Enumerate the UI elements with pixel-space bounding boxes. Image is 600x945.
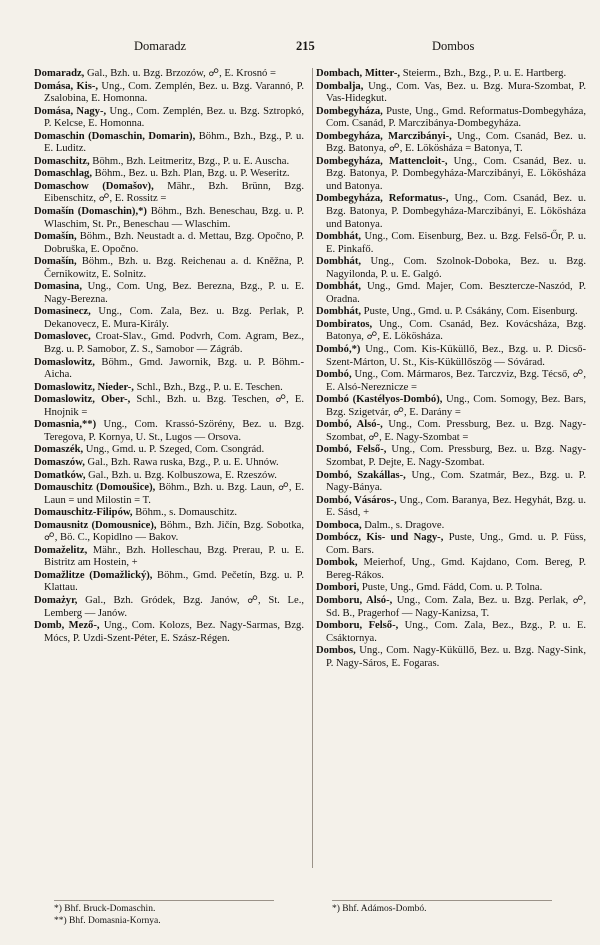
entry-details: Böhm., Bzh. Beneschau, Bzg. u. P. Wlaschim, St. Pr., Beneschau — Wlaschim. (44, 206, 304, 230)
entry-headword: Domboru, Felső-, (316, 620, 399, 632)
entry-details: Steierm., Bzh., Bzg., P. u. E. Hartberg. (400, 68, 567, 79)
gazetteer-entry (34, 482, 304, 507)
entry-headword: Dombok, (316, 557, 358, 569)
entry-details: Ung., Com. Mármaros, Bez. Tarczviz, Bzg. Técső, ☍, E. Alsó-Nereznicze = (326, 369, 586, 393)
gazetteer-entry (34, 357, 304, 382)
gazetteer-entry (34, 620, 304, 645)
entry-details: Ung., Com. Kolozs, Bez. Nagy-Sarmas, Bzg. Mócs, P. Uzdi-Szent-Péter, E. Szász-Régen. (44, 620, 304, 644)
entry-headword: Dombhát, (316, 306, 362, 318)
entry-headword: Domaslowitz, (34, 356, 95, 368)
gazetteer-entry (34, 444, 304, 457)
gazetteer-entry (316, 156, 586, 194)
footnotes-left (54, 900, 274, 927)
gazetteer-entry (316, 394, 586, 419)
entry-details: Mähr., Bzh. Holleschau, Bzg. Prerau, P. u. E. Bistritz am Hostein, + (44, 544, 304, 569)
entry-details: Ung., Com. Szolnok-Doboka, Bez. u. Bzg. Nagyilonda, P. u. E. Galgó. (326, 256, 586, 280)
entry-headword: Dombiratos, (316, 318, 373, 330)
entry-headword: Dombos, (316, 645, 356, 657)
entry-headword: Dombó, Szakállas-, (316, 469, 406, 481)
gazetteer-entry (316, 193, 586, 231)
entry-details: Böhm., Gmd. Pečetín, Bzg. u. P. Klattau. (44, 569, 304, 594)
gazetteer-entry (316, 419, 586, 444)
entry-details: Ung., Com. Csanád, Bez. u. Bzg. Batonya, P. Dombegyháza-Marczibányi, E. Lökösháza und Batonya. (326, 193, 586, 230)
gazetteer-entry (316, 520, 586, 533)
gazetteer-entry (316, 256, 586, 281)
entry-headword: Dombó (Kastélyos-Dombó), (316, 394, 443, 406)
entry-headword: Domaszów, (34, 456, 85, 468)
entry-headword: Domboru, Alsó-, (316, 594, 393, 606)
entry-details: Ung., Gmd. Majer, Com. Beszterczе-Naszód, P. Oradna. (326, 281, 586, 305)
entry-details: Puste, Ung., Gmd. Fádd, Com. u. P. Tolna. (359, 582, 543, 594)
entry-details: Ung., Com. Csanád, Bez. u. Bzg. Batonya, P. Dombegyháza-Marczibányi, E. Lökösháza und Batonya. (326, 155, 586, 192)
entry-headword: Dombhát, (316, 256, 362, 268)
gazetteer-entry (34, 382, 304, 395)
entry-headword: Dombegyháza, Marczibányi-, (316, 130, 452, 142)
gazetteer-entry (316, 444, 586, 469)
gazetteer-entry (34, 81, 304, 106)
entry-details: Ung., Com. Csanád, Bez. u. Bzg. Batonya, ☍, E. Lökösháza = Batonya, T. (326, 130, 586, 155)
entry-headword: Domaradz, (34, 68, 85, 79)
entry-details: Ung., Com. Pressburg, Bez. u. Bzg. Nagy-Szombat, ☍, E. Nagy-Szombat = (326, 419, 586, 443)
entry-headword: Dombó, Alsó-, (316, 419, 383, 431)
entry-headword: Domausnitz (Domousnice), (34, 519, 157, 531)
gazetteer-entry (316, 582, 586, 595)
footnote: *) Bhf. Adámos-Dombó. (332, 904, 427, 914)
entry-headword: Domása, Kis-, (34, 80, 98, 92)
entry-details: Böhm., Bzh. u. Bzg. Laun, ☍, E. Laun = und Milostin = T. (44, 482, 304, 506)
footnote: *) Bhf. Bruck-Domaschin. (54, 904, 156, 914)
entry-headword: Dombach, Mitter-, (316, 68, 401, 79)
entry-headword: Dombó,*) (316, 344, 361, 356)
entry-details: Meierhof, Ung., Gmd. Kajdano, Com. Bereg, P. Bereg-Rákos. (326, 557, 586, 581)
gazetteer-entry (316, 532, 586, 557)
entry-details: Dalm., s. Dragove. (361, 519, 445, 531)
entry-headword: Dombegyháza, Mattencloit-, (316, 155, 448, 167)
entry-headword: Dombhát, (316, 281, 362, 293)
page-header (34, 38, 574, 54)
entry-details: Ung., Com. Vas, Bez. u. Bzg. Mura-Szombat, P. Vas-Hidegkut. (326, 80, 586, 105)
entry-details: Ung., Com. Zala, Bez. u. Bzg. Perlak, P. Dekanovecz, E. Mura-Király. (44, 306, 304, 330)
entry-headword: Domauschitz (Domoušice), (34, 482, 156, 494)
gazetteer-entry (34, 331, 304, 356)
gazetteer-entry (316, 68, 586, 81)
right-column (312, 68, 586, 868)
entry-details: Croat-Slav., Gmd. Podvrh, Com. Agram, Bez., Bzg. u. P. Samobor, Z. S., Samobor — Zágráb. (44, 331, 304, 356)
entry-details: Böhm., Bzh. Jičín, Bzg. Sobotka, ☍, Bö. C., Kopidlno — Bakov. (44, 519, 304, 544)
entry-details: Böhm., s. Domauschitz. (132, 507, 238, 519)
entry-details: Mähr., Bzh. Brünn, Bzg. Eibenschitz, ☍, E. Rossitz = (44, 180, 304, 205)
left-column (34, 68, 304, 868)
entry-details: Ung., Com. Krassó-Szörény, Bez. u. Bzg. Teregova, P. Kornya, U. St., Lugos — Orsova. (44, 419, 304, 443)
entry-details: Gal., Bzh. Rawa ruska, Bzg., P. u. E. Uhnów. (84, 456, 279, 468)
entry-headword: Dombegyháza, Reformatus-, (316, 193, 449, 205)
gazetteer-body (34, 68, 584, 868)
entry-details: Gal., Bzh. u. Bzg. Brzozów, ☍, E. Krosnó = (84, 68, 276, 79)
entry-details: Ung., Com. Csanád, Bez. Kovácsháza, Bzg. Batonya, ☍, E. Lökösháza. (326, 318, 586, 343)
gazetteer-entry (34, 281, 304, 306)
entry-headword: Domaželitz, (34, 544, 88, 556)
entry-details: Gal., Bzh. Gródek, Bzg. Janów, ☍, St. Le., Lemberg — Janów. (44, 594, 304, 619)
gazetteer-entry (316, 557, 586, 582)
entry-details: Puste, Ung., Gmd. Reformatus-Dombegyháza, Com. Csanád, P. Marczibánya-Dombegyháza. (326, 105, 586, 130)
entry-headword: Dombó, (316, 369, 352, 381)
entry-details: Ung., Com. Szatmár, Bez., Bzg. u. P. Nagy-Bánya. (326, 469, 586, 494)
header-right-word: Dombos (432, 39, 475, 53)
entry-headword: Domasinecz, (34, 306, 91, 318)
entry-details: Ung., Com. Kis-Küküllő, Bez., Bzg. u. P. Dicső-Szent-Márton, U. St., Kis-Küküllőszög — Sóvárad. (326, 344, 586, 368)
header-left-word: Domaradz (134, 39, 187, 53)
entry-headword: Dombó, Felső-, (316, 444, 387, 456)
entry-headword: Dombó, Vásáros-, (316, 494, 397, 506)
gazetteer-entry (316, 620, 586, 645)
entry-details: Ung., Com. Zala, Bez. u. Bzg. Perlak, ☍, Sd. B., Pragerhof — Nagy-Kanizsa, T. (326, 594, 586, 619)
entry-details: Böhm., Bzh. Leitmeritz, Bzg., P. u. E. Auscha. (89, 155, 290, 167)
entry-details: Ung., Com. Ung, Bez. Berezna, Bzg., P. u. E. Nagy-Berezna. (44, 281, 304, 305)
footnotes-right (332, 900, 552, 915)
gazetteer-entry (34, 419, 304, 444)
entry-headword: Dombhát, (316, 231, 362, 243)
gazetteer-entry (316, 106, 586, 131)
page-number: 215 (296, 39, 315, 53)
gazetteer-entry (34, 570, 304, 595)
entry-details: Ung., Com. Zemplén, Bez. u. Bzg. Sztropkó, P. Kelcse, E. Homonna. (44, 105, 304, 130)
entry-headword: Domažlitze (Domažlický), (34, 569, 153, 581)
entry-details: Puste, Ung., Gmd. u. P. Csákány, Com. Eisenburg. (361, 306, 578, 318)
entry-headword: Domaschlag, (34, 168, 92, 180)
gazetteer-entry (34, 306, 304, 331)
entry-details: Schl., Bzh. u. Bzg. Teschen, ☍, E. Hnojnik = (44, 394, 304, 418)
entry-details: Böhm., Bez. u. Bzh. Plan, Bzg. u. P. Weseritz. (91, 168, 290, 180)
gazetteer-entry (34, 595, 304, 620)
entry-headword: Dombegyháza, (316, 105, 383, 117)
gazetteer-entry (34, 256, 304, 281)
entry-details: Böhm., Bzh. u. Bzg. Reichenau a. d. Kněžna, P. Černikowitz, E. Solnitz. (44, 256, 304, 280)
entry-details: Böhm., Gmd. Jawornik, Bzg. u. P. Böhm.-Aicha. (44, 356, 304, 381)
entry-headword: Domasnia,**) (34, 419, 97, 431)
gazetteer-entry (34, 68, 304, 81)
footnotes (34, 900, 584, 936)
entry-headword: Domażyr, (34, 594, 78, 606)
gazetteer-entry (34, 156, 304, 169)
entry-headword: Domása, Nagy-, (34, 105, 107, 117)
entry-headword: Domaschow (Domašov), (34, 180, 154, 192)
gazetteer-entry (34, 520, 304, 545)
gazetteer-entry (316, 595, 586, 620)
entry-headword: Domaslowitz, Nieder-, (34, 381, 134, 393)
entry-headword: Dombócz, Kis- und Nagy-, (316, 532, 444, 544)
entry-details: Ung., Com. Zala, Bez., Bzg., P. u. E. Csáktornya. (326, 620, 586, 644)
gazetteer-entry (34, 470, 304, 483)
gazetteer-entry (34, 231, 304, 256)
gazetteer-entry (316, 344, 586, 369)
entry-headword: Domboca, (316, 519, 362, 531)
gazetteer-entry (34, 106, 304, 131)
gazetteer-entry (316, 306, 586, 319)
entry-headword: Domašín, (34, 231, 77, 243)
gazetteer-entry (34, 206, 304, 231)
gazetteer-entry (34, 457, 304, 470)
entry-headword: Domaslovec, (34, 331, 91, 343)
entry-headword: Domaschin (Domaschin, Domarin), (34, 130, 196, 142)
gazetteer-entry (34, 545, 304, 570)
entry-details: Ung., Com. Somogy, Bez. Bars, Bzg. Szigetvár, ☍, E. Darány = (326, 394, 586, 418)
gazetteer-entry (316, 81, 586, 106)
footnote: **) Bhf. Domasnia-Kornya. (54, 916, 161, 926)
entry-headword: Domašín (Domaschin),*) (34, 206, 147, 218)
entry-details: Böhm., Bzh. Neustadt a. d. Mettau, Bzg. Opočno, P. Dobruška, E. Opočno. (44, 231, 304, 255)
entry-details: Böhm., Bzh., Bzg., P. u. E. Luditz. (44, 130, 304, 155)
entry-details: Ung., Com. Nagy-Küküllő, Bez. u. Bzg. Nagy-Sink, P. Nagy-Sáros, E. Fogaras. (326, 645, 586, 669)
entry-details: Ung., Gmd. u. P. Szeged, Com. Csongrád. (83, 444, 265, 456)
entry-headword: Domaszék, (34, 444, 84, 456)
entry-details: Schl., Bzh., Bzg., P. u. E. Teschen. (133, 381, 283, 393)
entry-details: Gal., Bzh. u. Bzg. Kolbuszowa, E. Rzeszów. (85, 469, 277, 481)
gazetteer-entry (316, 281, 586, 306)
entry-details: Ung., Com. Zemplén, Bez. u. Bzg. Varannó, P. Zsalobina, E. Homonna. (44, 80, 304, 105)
gazetteer-entry (316, 319, 586, 344)
entry-details: Ung., Com. Eisenburg, Bez. u. Bzg. Felső-Őr, P. u. E. Pinkafő. (326, 231, 586, 255)
gazetteer-entry (34, 507, 304, 520)
gazetteer-entry (34, 394, 304, 419)
gazetteer-entry (34, 131, 304, 156)
gazetteer-entry (316, 645, 586, 670)
entry-headword: Domašín, (34, 256, 77, 268)
gazetteer-entry (316, 495, 586, 520)
entry-headword: Dombori, (316, 582, 360, 594)
gazetteer-entry (316, 131, 586, 156)
entry-details: Ung., Com. Pressburg, Bez. u. Bzg. Nagy-Szombat, P. Dejte, E. Nagy-Szombat. (326, 444, 586, 468)
gazetteer-entry (316, 470, 586, 495)
entry-headword: Dombalja, (316, 80, 364, 92)
entry-headword: Domatków, (34, 469, 86, 481)
gazetteer-entry (316, 231, 586, 256)
entry-headword: Domasina, (34, 281, 82, 293)
gazetteer-entry (316, 369, 586, 394)
gazetteer-entry (34, 181, 304, 206)
entry-headword: Domauschitz-Filipów, (34, 507, 133, 519)
entry-headword: Domaschitz, (34, 155, 90, 167)
gazetteer-entry (34, 168, 304, 181)
entry-headword: Domaslowitz, Ober-, (34, 394, 131, 406)
entry-headword: Domb, Mező-, (34, 620, 100, 632)
entry-details: Ung., Com. Baranya, Bez. Hegyhát, Bzg. u. E. Sásd, + (326, 494, 586, 519)
entry-details: Puste, Ung., Gmd. u. P. Füss, Com. Bars. (326, 532, 586, 556)
